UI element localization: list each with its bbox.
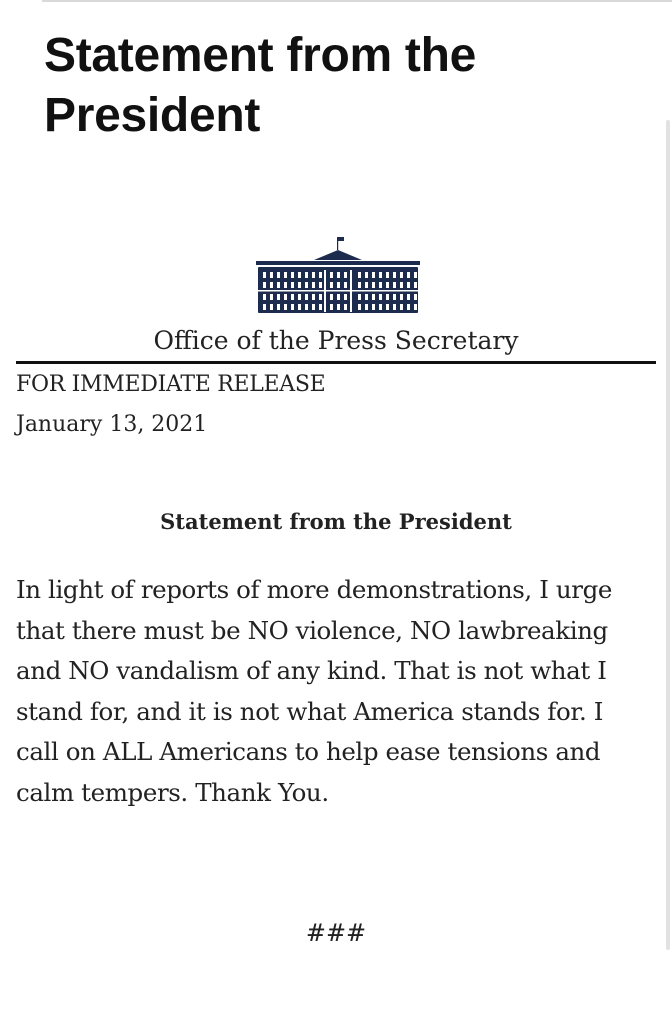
white-house-icon (254, 234, 422, 316)
statement-heading: Statement from the President (160, 509, 512, 534)
page-title: Statement from the President (44, 29, 476, 142)
statement-body: In light of reports of more demonstrations, I urge that there must be NO violence, NO lawbreaking and NO vandalism of any kind. That is not what I stand for, and it is not what America stands for. I call on ALL Americans to help ease tensions and calm tempers. Thank You. (16, 575, 612, 807)
release-date: January 13, 2021 (16, 412, 208, 437)
top-divider (42, 0, 672, 2)
end-mark: ### (305, 919, 367, 947)
release-label: FOR IMMEDIATE RELEASE (16, 372, 326, 397)
office-name: Office of the Press Secretary (153, 326, 519, 355)
header-rule (16, 361, 656, 364)
